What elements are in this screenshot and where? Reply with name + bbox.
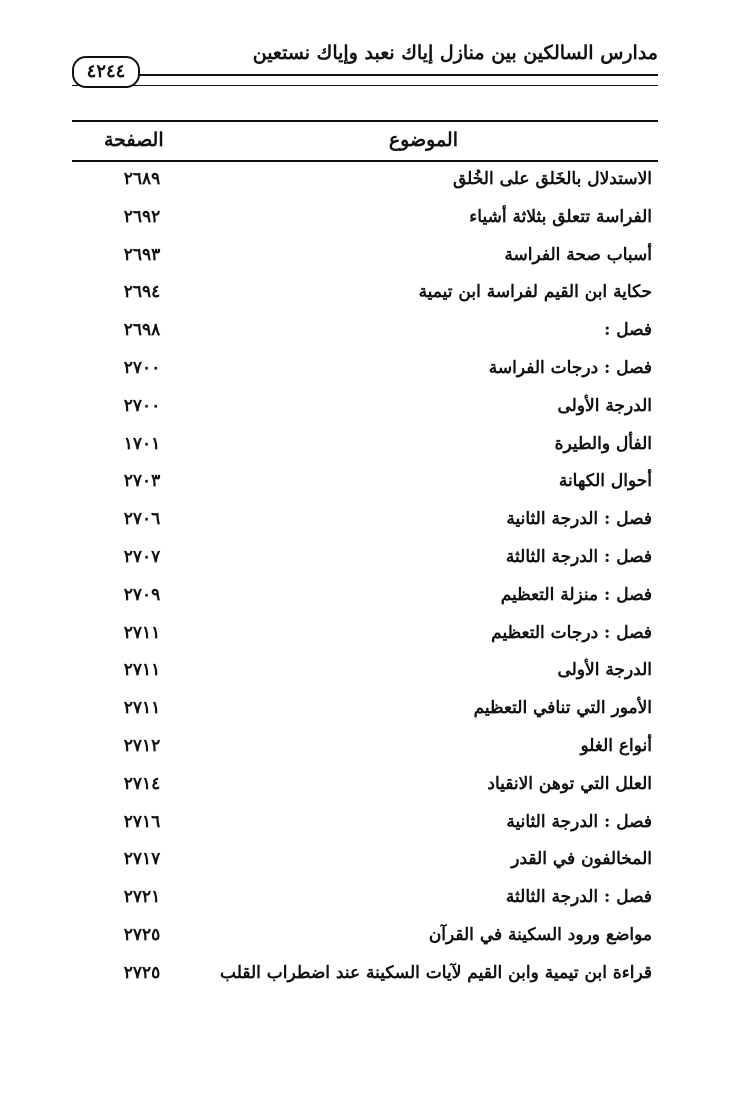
toc-entry-topic: الأمور التي تنافي التعظيم (473, 698, 652, 719)
toc-entry (72, 163, 658, 201)
toc-entry-page: ٢٧٠٣ (123, 471, 161, 492)
toc-entry (72, 541, 658, 579)
toc-entry-page: ٢٧٢٥ (123, 924, 161, 945)
toc-entry-topic: فصل : الدرجة الثانية (506, 509, 652, 530)
toc-entry-page: ٢٦٩٢ (123, 206, 161, 227)
toc-entry-topic: فصل : درجات التعظيم (491, 622, 652, 643)
toc-entry (72, 806, 658, 844)
book-title: مدارس السالكين بين منازل إياك نعبد وإياك نستعين (252, 42, 658, 64)
toc-entry-topic: حكاية ابن القيم لفراسة ابن تيمية (418, 282, 652, 303)
toc-list (72, 163, 658, 995)
toc-entry-page: ٢٧٠٠ (123, 395, 161, 416)
toc-entry-page: ٢٧١٤ (123, 773, 161, 794)
toc-entry (72, 654, 658, 692)
toc-entry-topic: الدرجة الأولى (557, 395, 652, 416)
toc-entry-page: ٢٧٠٦ (123, 509, 161, 530)
toc-entry (72, 957, 658, 995)
toc-entry (72, 465, 658, 503)
toc-entry (72, 352, 658, 390)
toc-entry (72, 692, 658, 730)
page-column-label: الصفحة (104, 129, 164, 151)
toc-entry-topic: فصل : الدرجة الثالثة (505, 546, 652, 567)
toc-entry-page: ٢٦٩٣ (123, 244, 161, 265)
toc-entry-topic: الدرجة الأولى (557, 660, 652, 681)
toc-entry-page: ٢٧١١ (123, 698, 161, 719)
toc-entry-topic: المخالفون في القدر (511, 849, 652, 870)
toc-entry-topic: فصل : (604, 320, 652, 341)
toc-entry (72, 428, 658, 466)
toc-entry (72, 730, 658, 768)
toc-entry (72, 617, 658, 655)
toc-entry (72, 881, 658, 919)
topic-column-label: الموضوع (388, 129, 458, 151)
header-rule (138, 74, 658, 76)
toc-entry-page: ٢٧٠٠ (123, 357, 161, 378)
toc-entry-page: ٢٦٩٤ (123, 282, 161, 303)
toc-entry-page: ٢٧١١ (123, 660, 161, 681)
toc-entry (72, 919, 658, 957)
toc-entry-topic: أنواع الغلو (580, 735, 652, 756)
toc-entry-page: ٢٧٠٧ (123, 546, 161, 567)
toc-entry-topic: فصل : درجات الفراسة (488, 357, 652, 378)
toc-entry-page: ٢٧٠٩ (123, 584, 161, 605)
toc-entry-page: ٢٧٢٥ (123, 962, 161, 983)
toc-entry-topic: أحوال الكهانة (558, 471, 652, 492)
toc-entry-topic: فصل : الدرجة الثالثة (505, 887, 652, 908)
toc-entry (72, 843, 658, 881)
header-rule-lower (72, 85, 658, 86)
toc-entry-topic: فصل : الدرجة الثانية (506, 811, 652, 832)
page-number-badge: ٤٢٤٤ (72, 56, 140, 88)
toc-column-header (72, 120, 658, 162)
toc-entry-page: ١٧٠١ (123, 433, 161, 454)
toc-entry-topic: الاستدلال بالخَلق على الخُلق (452, 169, 652, 189)
toc-entry-topic: أسباب صحة الفراسة (504, 244, 652, 265)
toc-entry-page: ٢٦٨٩ (123, 169, 161, 189)
toc-entry (72, 239, 658, 277)
toc-entry-topic: مواضع ورود السكينة في القرآن (428, 924, 652, 945)
toc-entry-topic: فصل : منزلة التعظيم (500, 584, 652, 605)
toc-entry-page: ٢٧١٧ (123, 849, 161, 870)
toc-entry (72, 768, 658, 806)
toc-entry (72, 579, 658, 617)
toc-entry (72, 201, 658, 239)
toc-entry (72, 390, 658, 428)
toc-entry-topic: الفأل والطيرة (554, 433, 652, 454)
toc-entry-topic: قراءة ابن تيمية وابن القيم لآيات السكينة عند اضطراب القلب (220, 962, 652, 983)
toc-entry-page: ٢٧٢١ (123, 887, 161, 908)
toc-entry-topic: الفراسة تتعلق بثلاثة أشياء (469, 206, 652, 227)
toc-entry-topic: العلل التي توهن الانقياد (487, 773, 652, 794)
toc-entry-page: ٢٧١١ (123, 622, 161, 643)
toc-entry (72, 314, 658, 352)
toc-entry (72, 503, 658, 541)
page-header (72, 38, 658, 86)
toc-entry-page: ٢٧١٢ (123, 735, 161, 756)
toc-entry (72, 276, 658, 314)
toc-entry-page: ٢٦٩٨ (123, 320, 161, 341)
toc-entry-page: ٢٧١٦ (123, 811, 161, 832)
